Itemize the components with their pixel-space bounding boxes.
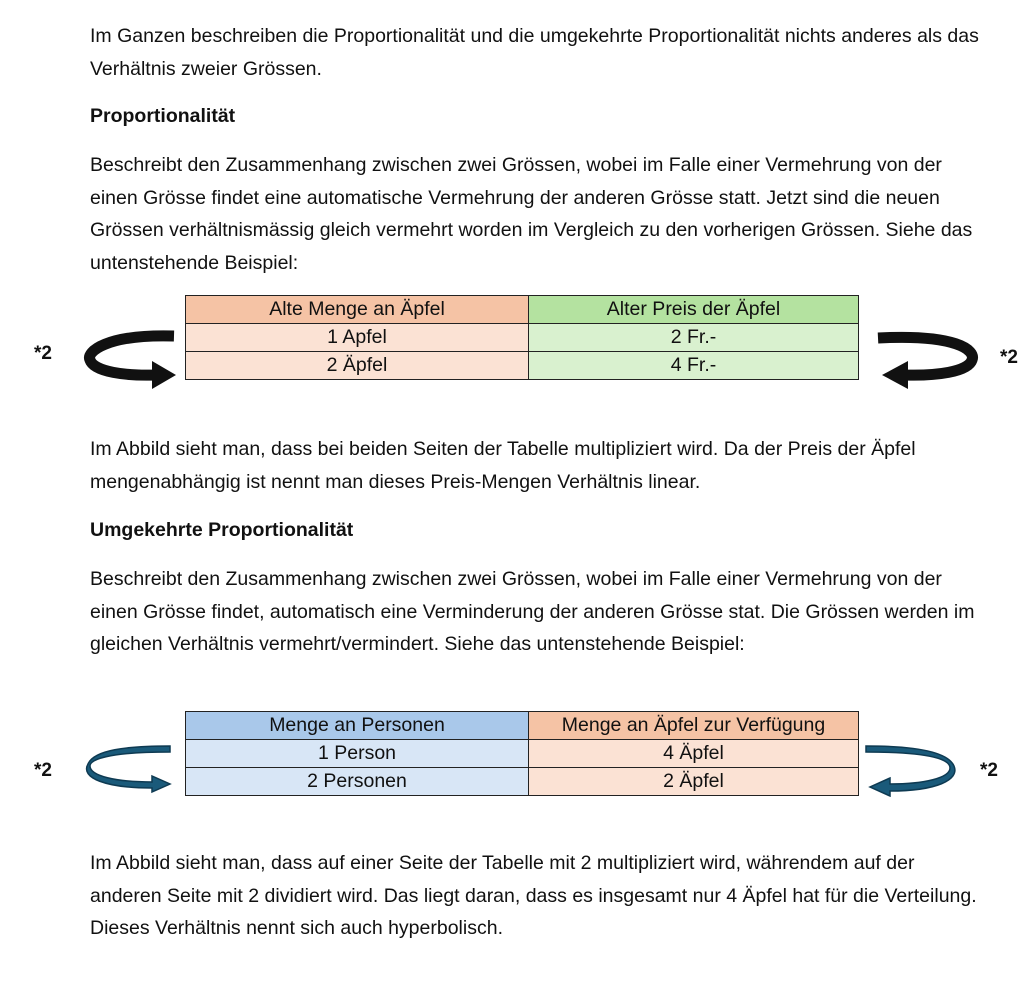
curved-arrow-right-icon	[874, 328, 978, 390]
table-header-cell: Menge an Personen	[186, 712, 529, 740]
table-cell: 1 Apfel	[186, 324, 529, 352]
table-row	[186, 324, 859, 352]
table-cell: 1 Person	[186, 740, 529, 768]
table-header-cell: Alte Menge an Äpfel	[186, 296, 529, 324]
table-cell: 4 Fr.-	[529, 352, 859, 380]
table-header-cell: Menge an Äpfel zur Verfügung	[529, 712, 859, 740]
curved-arrow-right-icon	[864, 746, 956, 798]
multiplier-right-label: *2	[980, 760, 998, 781]
curved-arrow-left-icon	[86, 746, 176, 794]
table-cell: 2 Äpfel	[186, 352, 529, 380]
table-row	[186, 352, 859, 380]
multiplier-right-label: *2	[1000, 347, 1018, 368]
multiplier-left-label: *2	[34, 760, 52, 781]
table-row	[186, 768, 859, 796]
proportionality-explanation: Im Abbild sieht man, dass bei beiden Seiten der Tabelle multipliziert wird. Da der Preis der Äpfel mengenabhängig ist nennt man dieses Preis-Mengen Verhältnis linear.	[90, 438, 916, 493]
table-header-row	[186, 712, 859, 740]
section-heading-inverse-proportionality: Umgekehrte Proportionalität	[90, 519, 354, 541]
table-cell: 2 Personen	[186, 768, 529, 796]
proportionality-description: Beschreibt den Zusammenhang zwischen zwei Grössen, wobei im Falle einer Vermehrung von der einen Grösse findet eine automatische Vermehrung der anderen Grösse statt. Jetzt sind die neuen Grössen verhältnismässig gleich vermehrt worden im Vergleich zu den vorherigen Grössen. Siehe das untenstehende Beispiel:	[90, 154, 973, 274]
table-header-row	[186, 296, 859, 324]
proportionality-table	[185, 295, 859, 380]
table-cell: 2 Äpfel	[529, 768, 859, 796]
table-row	[186, 740, 859, 768]
multiplier-left-label: *2	[34, 343, 52, 364]
table-header-cell: Alter Preis der Äpfel	[529, 296, 859, 324]
table-cell: 2 Fr.-	[529, 324, 859, 352]
inverse-proportionality-table	[185, 711, 859, 796]
table-cell: 4 Äpfel	[529, 740, 859, 768]
inverse-proportionality-description: Beschreibt den Zusammenhang zwischen zwei Grössen, wobei im Falle einer Vermehrung von der einen Grösse findet, automatisch eine Verminderung der anderen Grösse stat. Die Grössen werden im gleichen Verhältnis vermehrt/vermindert. Siehe das untenstehende Beispiel:	[90, 568, 975, 655]
inverse-proportionality-explanation: Im Abbild sieht man, dass auf einer Seite der Tabelle mit 2 multipliziert wird, währendem auf der anderen Seite mit 2 dividiert wird. Das liegt daran, dass es insgesamt nur 4 Äpfel hat für die Verteilung. Dieses Verhältnis nennt sich auch hyperbolisch.	[90, 852, 977, 939]
section-heading-proportionality: Proportionalität	[90, 105, 236, 127]
intro-paragraph: Im Ganzen beschreiben die Proportionalität und die umgekehrte Proportionalität nichts anderes als das Verhältnis zweier Grössen.	[90, 25, 979, 80]
curved-arrow-left-icon	[86, 328, 186, 390]
